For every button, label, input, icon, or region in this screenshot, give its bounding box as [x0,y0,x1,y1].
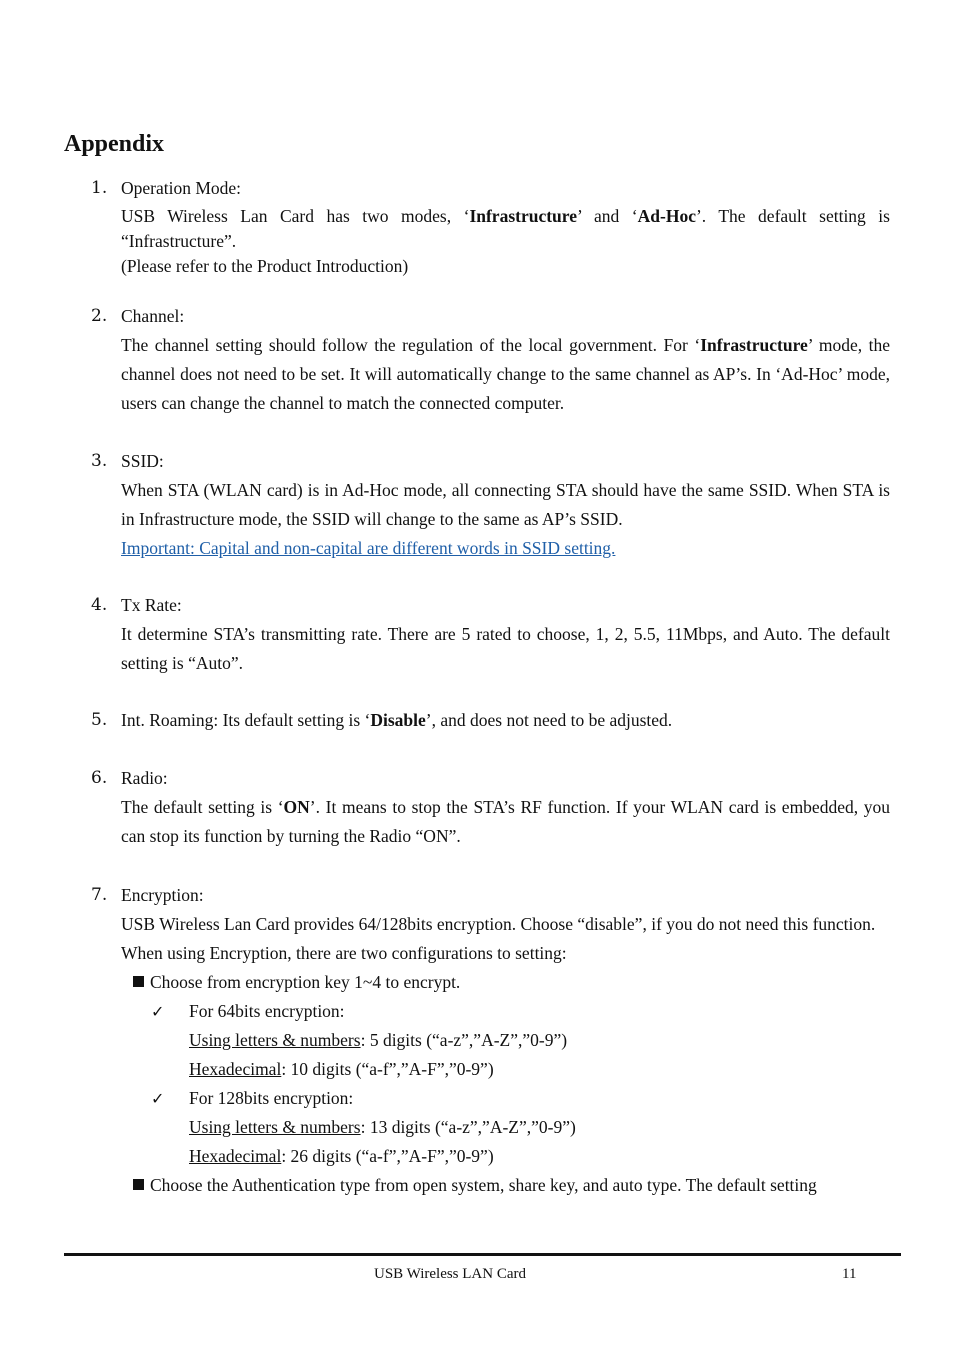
item-paragraph: When using Encryption, there are two configurations to setting: [121,943,567,963]
check-item: ✓ For 128bits encryption: [151,1084,890,1113]
item-paragraph: The default setting is ‘ON’. It means to stop the STA’s RF function. If your WLAN card is embedded, you can stop its function by turning the Radio “ON”. [121,797,890,846]
item-note: (Please refer to the Product Introduction) [121,256,409,276]
detail-line: Using letters & numbers: 13 digits (“a-z”,”A-Z”,”0-9”) [189,1117,576,1137]
item-paragraph: When STA (WLAN card) is in Ad-Hoc mode, all connecting STA should have the same SSID. When STA is in Infrastructure mode, the SSID will change to the same as AP’s SSID. [121,480,890,529]
item-body [121,764,890,851]
item-body [121,706,890,735]
item-number: 1. [91,178,108,198]
item-paragraph: Int. Roaming: Its default setting is ‘Disable’, and does not need to be adjusted. [121,710,673,730]
square-bullet-icon [133,976,144,987]
detail-line: Hexadecimal: 26 digits (“a-f”,”A-F”,”0-9”) [189,1146,494,1166]
square-bullet-icon [133,1179,144,1190]
item-body [121,176,890,279]
item-number: 7. [91,885,108,905]
detail-line: Hexadecimal: 10 digits (“a-f”,”A-F”,”0-9”) [189,1059,494,1079]
checkmark-icon: ✓ [151,1089,165,1108]
checkmark-icon: ✓ [151,1002,165,1021]
item-body [121,447,890,563]
item-body [121,591,890,678]
bullet-item: Choose the Authentication type from open system, share key, and auto type. The default setting [133,1171,890,1200]
item-body [121,302,890,418]
item-heading: Radio: [121,768,168,788]
detail-line: Using letters & numbers: 5 digits (“a-z”,”A-Z”,”0-9”) [189,1030,568,1050]
item-number: 6. [91,768,108,788]
item-number: 2. [91,306,108,326]
item-heading: Operation Mode: [121,178,242,198]
item-paragraph: USB Wireless Lan Card has two modes, ‘Infrastructure’ and ‘Ad-Hoc’. The default setting is “Infrastructure”. [121,206,890,251]
item-heading: SSID: [121,451,164,471]
footer-divider [64,1253,901,1256]
important-note-link[interactable]: Important: Capital and non-capital are different words in SSID setting. [121,538,616,558]
item-paragraph: The channel setting should follow the regulation of the local government. For ‘Infrastructure’ mode, the channel does not need to be set. It will automatically change to the same channel as AP’s. In ‘Ad-Hoc’ mode, users can change the channel to match the connected computer. [121,335,890,413]
footer-title: USB Wireless LAN Card [373,1266,527,1282]
item-number: 3. [91,451,108,471]
page-title: Appendix [64,131,165,157]
item-heading: Encryption: [121,885,204,905]
item-paragraph: USB Wireless Lan Card provides 64/128bits encryption. Choose “disable”, if you do not need this function. [121,914,876,934]
item-paragraph: It determine STA’s transmitting rate. There are 5 rated to choose, 1, 2, 5.5, 11Mbps, and Auto. The default setting is “Auto”. [121,624,890,673]
bullet-item: Choose from encryption key 1~4 to encrypt. [133,968,890,997]
page-number: 11 [842,1266,857,1282]
item-number: 5. [91,710,108,730]
item-heading: Channel: [121,306,185,326]
item-heading: Tx Rate: [121,595,182,615]
item-body [121,881,890,1200]
item-number: 4. [91,595,108,615]
check-item: ✓ For 64bits encryption: [151,997,890,1026]
